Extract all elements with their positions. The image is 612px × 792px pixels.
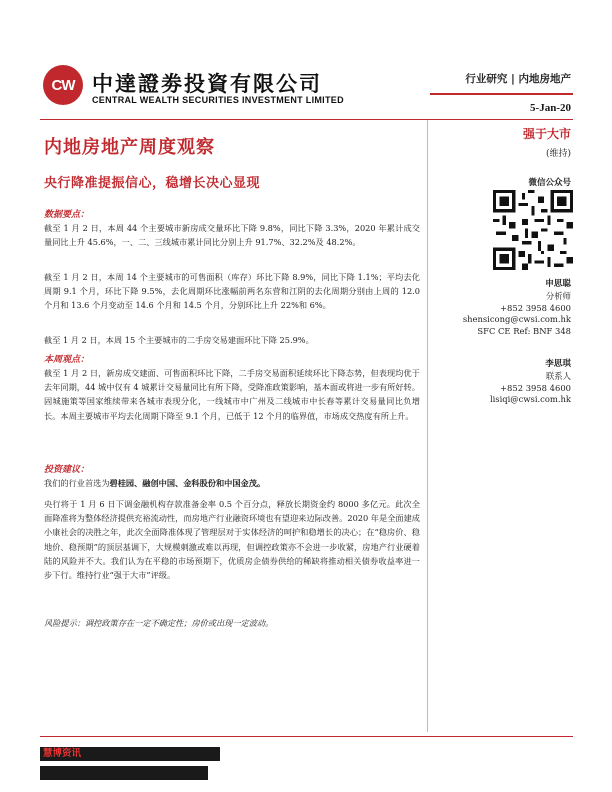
analyst-name: 申思聪 xyxy=(545,279,571,289)
paragraph-weekly-view: 截至 1 月 2 日，新房成交建面、可售面积环比下降，二手房交易面积延续环比下降态势，但表现均优于去年同期，44 城中仅有 4 城累计交易量同比有所下降，受降准政策影响，基本面或将进一步有所好转。固城施策等国家维续带来各城市表现分化，一线城市中广州及二线城市中长春等累计交易量同比负增长。本周主要城市平均去化周期下降至 9.1 个月，已低于 12 个月的临界值，市场成交热度有所上升。 xyxy=(44,368,420,421)
footer-watermark: 慧博资讯 xyxy=(40,747,220,761)
section-this-week: 本周观点： xyxy=(44,355,90,365)
analyst-phone: +852 3958 4600 xyxy=(500,302,571,313)
paragraph-second-hand: 截至 1 月 2 日，本周 15 个主要城市的二手房交易建面环比下降 25.9%。 xyxy=(44,335,314,345)
analyst-email[interactable]: shensicong@cwsi.com.hk xyxy=(462,314,571,325)
analyst-card xyxy=(463,279,571,338)
contact-name: 李思琪 xyxy=(545,359,571,369)
qr-code xyxy=(493,190,573,270)
sidebar-divider xyxy=(427,120,428,732)
contact-card xyxy=(490,359,571,406)
footer-redaction-bar xyxy=(40,766,208,780)
rating-note: (维持) xyxy=(545,149,571,159)
paragraph-new-homes: 截至 1 月 2 日，本周 44 个主要城市新房成交量环比下降 9.8%，同比下降 3.3%，2020 年累计成交量同比上升 45.6%，一、二、三线城市累计同比分别上升 91.7%、32.2%及 48.2%。 xyxy=(44,223,420,248)
company-name-en: CENTRAL WEALTH SECURITIES INVESTMENT LIMITED xyxy=(92,95,344,105)
rating: 强于大市 xyxy=(522,127,571,141)
page-subtitle: 央行降准提振信心，稳增长决心显现 xyxy=(44,176,261,191)
wechat-label: 微信公众号 xyxy=(528,178,571,188)
contact-role: 联系人 xyxy=(545,370,571,381)
paragraph-top-picks xyxy=(44,476,420,490)
header-rule xyxy=(430,93,573,95)
top-picks-prefix: 我们的行业首选为 xyxy=(44,478,110,488)
company-logo xyxy=(43,65,83,105)
contact-phone: +852 3958 4600 xyxy=(500,382,571,393)
report-date: 5-Jan-20 xyxy=(530,102,571,114)
contact-email[interactable]: lisiqi@cwsi.com.hk xyxy=(489,394,571,405)
footer-divider xyxy=(40,736,573,737)
analyst-role: 分析师 xyxy=(545,290,571,301)
report-type: 行业研究 | 内地房地产 xyxy=(465,73,571,85)
section-data-points: 数据要点： xyxy=(44,210,90,220)
section-suggestion: 投资建议： xyxy=(44,465,90,475)
paragraph-inventory: 截至 1 月 2 日，本周 14 个主要城市的可售面积（库存）环比下降 8.9%，同比下降 1.1%；平均去化周期 9.1 个月，环比下降 9.5%，去化周期环比涨幅前两名东营和江阴的去化周期分别由上周的 12.0 个月和 13.6 个月变动至 14.6 个月和 14.5 个月，分别环比上升 22%和 6%。 xyxy=(44,272,420,311)
paragraph-rrr-cut: 央行将于 1 月 6 日下调金融机构存款准备金率 0.5 个百分点，释放长期资金约 8000 多亿元。此次全面降准将为整体经济提供充裕流动性，而房地产行业融资环境也有望迎来边际改善。2020 年是全面建成小康社会的决胜之年，此次全面降准体现了管理层对于实体经济的呵护和稳增长的决心；在“稳房价、稳地价、稳预期”的顶层基调下，大规模刺激或难以再现，但调控政策亦不会进一步收紧，房地产行业硬着陆的风险并不大。我们认为在平稳的市场预期下，优质房企债券供给的稀缺将推动相关债券收益率进一步下行。维持行业“强于大市”评级。 xyxy=(44,499,420,581)
analyst-license: SFC CE Ref: BNF 348 xyxy=(477,326,571,337)
company-name-cn: 中達證劵投資有限公司 xyxy=(92,72,322,96)
page-title: 内地房地产周度观察 xyxy=(44,137,215,158)
risk-warning: 风险提示：调控政策存在一定不确定性；房价或出现一定波动。 xyxy=(44,618,274,628)
logo-text: CW xyxy=(51,76,75,94)
top-picks-list: 碧桂园、融创中国、金科股份和中国金茂。 xyxy=(109,478,266,488)
header-divider xyxy=(40,119,573,120)
